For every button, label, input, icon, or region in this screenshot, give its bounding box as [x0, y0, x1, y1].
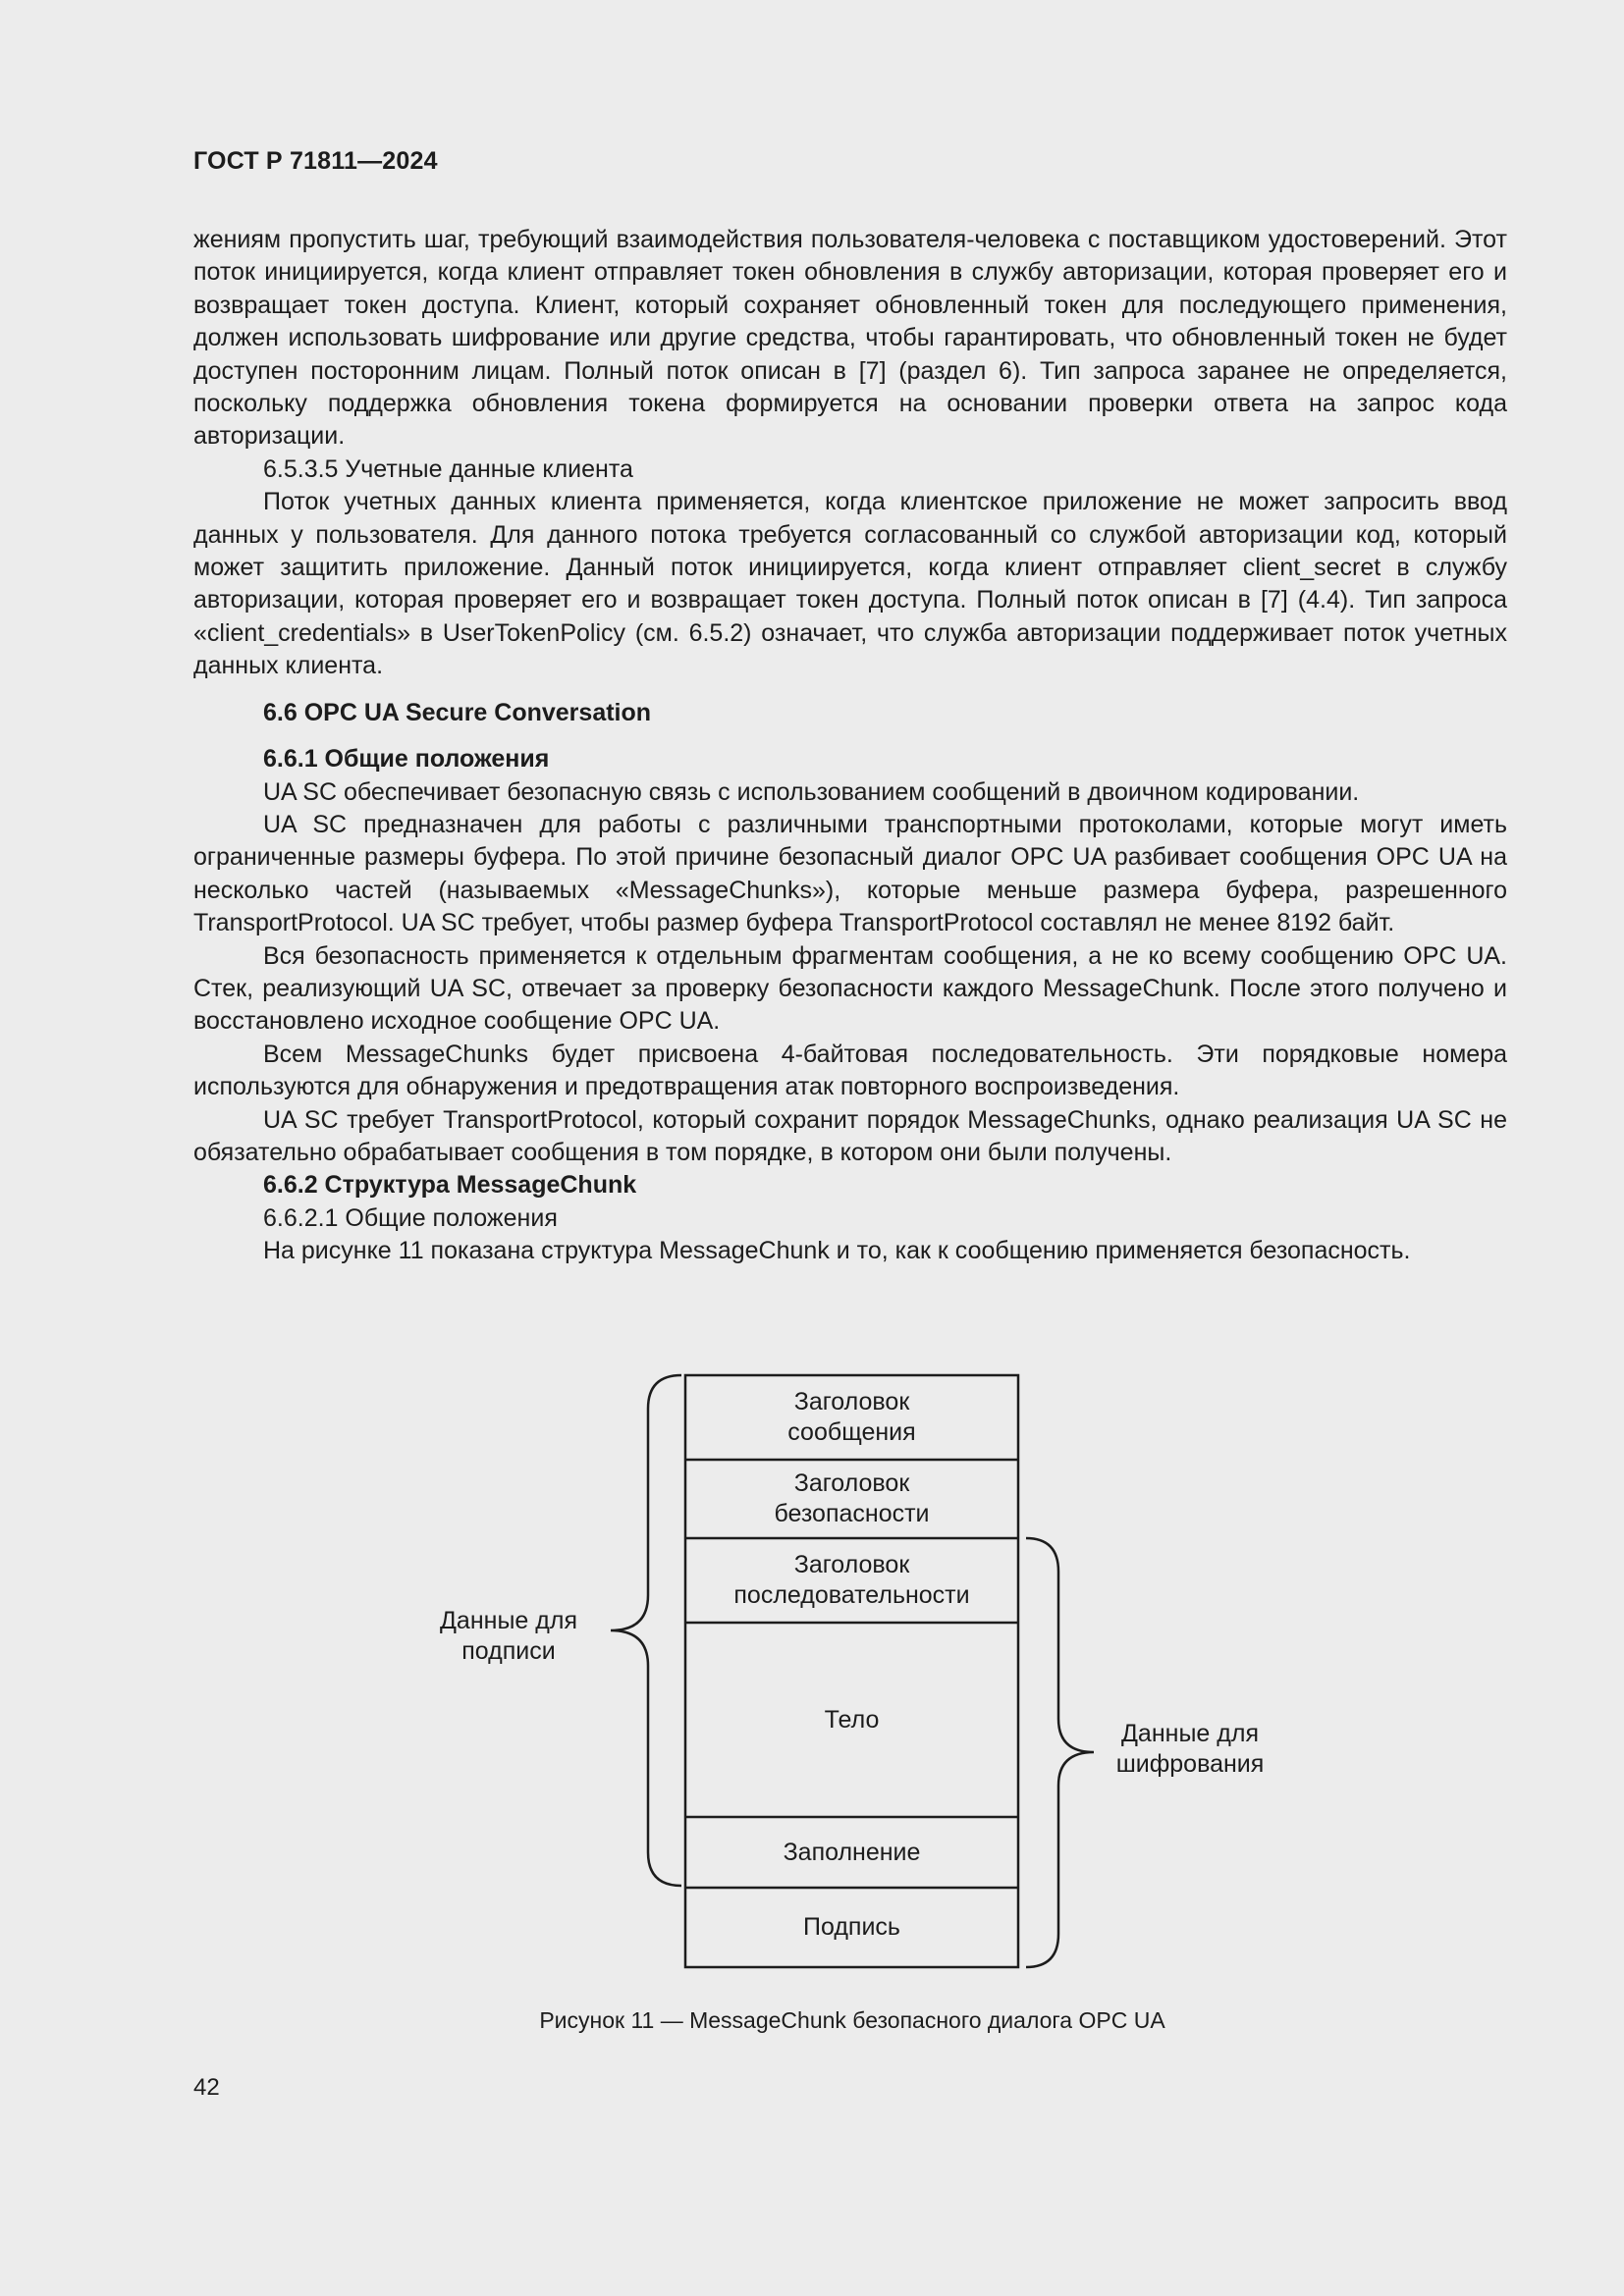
clause-heading-6-5-3-5: 6.5.3.5 Учетные данные клиента — [263, 454, 633, 483]
paragraph: На рисунке 11 показана структура MessageChunk и то, как к сообщению применяется безопасность. — [263, 1237, 1411, 1265]
block-label-line: сообщения — [787, 1418, 916, 1446]
block-signature — [685, 1888, 1018, 1967]
section-heading-6-6-2: 6.6.2 Структура MessageChunk — [263, 1171, 637, 1200]
signed-data-label — [412, 1606, 605, 1667]
paragraph: Поток учетных данных клиента применяется, когда клиентское приложение не может запросить ввод данных у пользователя. Для данного потока требуется согласованный со службой авторизации код, который может защитить приложение. Данный поток инициируется, когда клиент отправляет client_secret в службу авторизации, которая проверяет его и возвращает токен доступа. Полный поток описан в [7] (4.4). Тип запроса «client_credentials» в UserTokenPolicy (см. 6.5.2) означает, что служба авторизации поддерживает поток учетных данных клиента. — [193, 488, 1507, 680]
side-label-line: Данные для — [440, 1607, 577, 1634]
block-label-line: Подпись — [803, 1913, 900, 1941]
block-label-line: Заголовок — [793, 1388, 910, 1415]
messagechunk-frame — [685, 1375, 1018, 1967]
block-security-header — [685, 1460, 1018, 1538]
right-brace-icon — [1026, 1538, 1094, 1967]
paragraph: жениям пропустить шаг, требующий взаимодействия пользователя-человека с поставщиком удостоверений. Этот поток инициируется, когда клиент отправляет токен обновления в службу авторизации, которая проверяет его и возвращает токен доступа. Клиент, который сохраняет обновленный токен для последующего применения, должен использовать шифрование или другие средства, чтобы гарантировать, что обновленный токен не будет доступен посторонним лицам. Полный поток описан в [7] (раздел 6). Тип запроса заранее не определяется, поскольку поддержка обновления токена формируется на основании проверки ответа на запрос кода авторизации. — [193, 226, 1507, 451]
paragraph: UA SC требует TransportProtocol, который сохранит порядок MessageChunks, однако реализация UA SC не обязательно обрабатывает сообщения в том порядке, в котором они были получены. — [193, 1105, 1507, 1166]
block-padding — [685, 1817, 1018, 1888]
paragraph: UA SC обеспечивает безопасную связь с использованием сообщений в двоичном кодировании. — [263, 777, 1360, 806]
block-label-line: Заполнение — [783, 1838, 921, 1866]
paragraph: UA SC предназначен для работы с различными транспортными протоколами, которые могут иметь ограниченные размеры буфера. По этой причине безопасный диалог OPC UA разбивает сообщения OPC UA на несколько частей (называемых «MessageChunks»), которые меньше размера буфера, разрешенного TransportProtocol. UA SC требует, чтобы размер буфера TransportProtocol составлял не менее 8192 байт. — [193, 810, 1507, 937]
section-heading-6-6-1: 6.6.1 Общие положения — [263, 745, 550, 774]
side-label-line: шифрования — [1115, 1750, 1265, 1778]
block-message-header — [685, 1375, 1018, 1460]
figure-caption: Рисунок 11 — MessageChunk безопасного диалога OPC UA — [539, 2007, 1165, 2033]
document-header: ГОСТ Р 71811—2024 — [193, 147, 438, 175]
body-text — [193, 224, 1507, 1268]
left-brace-icon — [611, 1375, 681, 1886]
paragraph: Вся безопасность применяется к отдельным фрагментам сообщения, а не ко всему сообщению OPC UA. Стек, реализующий UA SC, отвечает за проверку безопасности каждого MessageChunk. После этого получено и восстановлено исходное сообщение OPC UA. — [193, 941, 1507, 1036]
page-number: 42 — [193, 2074, 220, 2101]
block-label-line: последовательности — [733, 1581, 970, 1609]
block-body — [685, 1623, 1018, 1817]
side-label-line: подписи — [461, 1637, 556, 1665]
block-sequence-header — [685, 1538, 1018, 1623]
clause-heading-6-6-2-1: 6.6.2.1 Общие положения — [263, 1203, 558, 1232]
paragraph: Всем MessageChunks будет присвоена 4-байтовая последовательность. Эти порядковые номера используются для обнаружения и предотвращения атак повторного воспроизведения. — [193, 1040, 1507, 1101]
block-label-line: Тело — [824, 1705, 880, 1734]
block-label-line: Заголовок — [793, 1551, 910, 1578]
section-heading-6-6: 6.6 OPC UA Secure Conversation — [263, 698, 652, 726]
block-label-line: безопасности — [774, 1500, 930, 1527]
encrypted-data-label — [1092, 1719, 1288, 1780]
block-label-line: Заголовок — [793, 1469, 910, 1497]
side-label-line: Данные для — [1121, 1720, 1259, 1747]
